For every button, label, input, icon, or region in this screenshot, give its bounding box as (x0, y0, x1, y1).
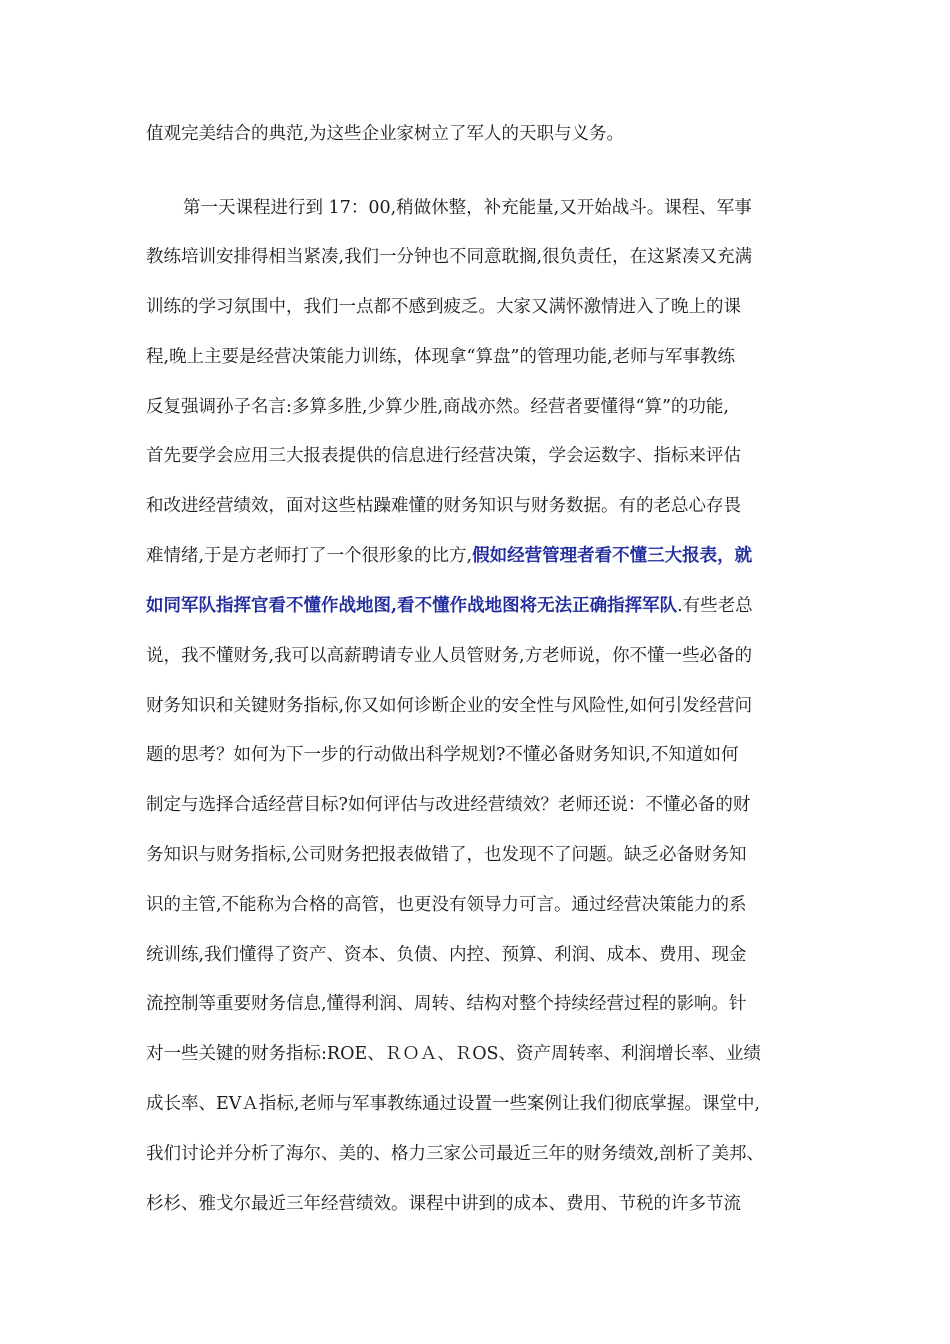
text-run: 我们讨论并分析了海尔、美的、格力三家公司最近三年的财务绩效,剖析了美邦、 (146, 1144, 765, 1164)
text-run: 难情绪,于是方老师打了一个很形象的比方, (146, 546, 473, 566)
text-line (146, 992, 806, 1016)
text-run: .有些老总 (677, 596, 753, 616)
text-run: 统训练,我们懂得了资产、资本、负债、内控、预算、利润、成本、费用、现金 (146, 945, 747, 965)
text-line (146, 793, 806, 817)
text-line (146, 444, 806, 468)
text-line (146, 943, 806, 967)
emphasized-text: 假如经营管理者看不懂三大报表，就 (472, 546, 753, 566)
text-run: 识的主管,不能称为合格的高管，也更没有领导力可言。通过经营决策能力的系 (146, 895, 747, 915)
text-line (146, 893, 806, 917)
text-line (146, 245, 806, 269)
text-line (146, 544, 806, 568)
text-run: 首先要学会应用三大报表提供的信息进行经营决策，学会运数字、指标来评估 (146, 446, 741, 466)
text-run: 对一些关键的财务指标:ROE、ＲＯＡ、ＲOS、资产周转率、利润增长率、业绩 (146, 1044, 762, 1064)
text-run: 和改进经营绩效，面对这些枯躁难懂的财务知识与财务数据。有的老总心存畏 (146, 496, 741, 516)
text-line (146, 494, 806, 518)
text-line (146, 1092, 806, 1116)
text-line (146, 295, 806, 319)
text-line (146, 395, 806, 419)
text-line (146, 694, 806, 718)
text-line (146, 122, 806, 146)
text-run: 务知识与财务指标,公司财务把报表做错了，也发现不了问题。缺乏必备财务知 (146, 845, 747, 865)
text-run: 制定与选择合适经营目标?如何评估与改进经营绩效？老师还说：不懂必备的财 (146, 795, 751, 815)
text-line (183, 196, 806, 220)
text-run: 第一天课程进行到 17：00,稍做休整，补充能量,又开始战斗。课程、军事 (183, 198, 752, 218)
text-line (146, 1042, 806, 1066)
text-run: 题的思考？如何为下一步的行动做出科学规划?不懂必备财务知识,不知道如何 (146, 745, 739, 765)
emphasized-text: 如同军队指挥官看不懂作战地图,看不懂作战地图将无法正确指挥军队 (146, 596, 678, 616)
text-line (146, 743, 806, 767)
text-run: 值观完美结合的典范,为这些企业家树立了军人的天职与义务。 (146, 124, 625, 144)
text-run: 训练的学习氛围中，我们一点都不感到疲乏。大家又满怀激情进入了晚上的课 (146, 297, 741, 317)
text-run: 反复强调孙子名言:多算多胜,少算少胜,商战亦然。经营者要懂得“算”的功能, (146, 397, 729, 417)
text-line (146, 345, 806, 369)
text-run: 成长率、EVＡ指标,老师与军事教练通过设置一些案例让我们彻底掌握。课堂中, (146, 1094, 761, 1114)
text-run: 程,晚上主要是经营决策能力训练，体现拿“算盘”的管理功能,老师与军事教练 (146, 347, 736, 367)
text-line (146, 594, 806, 618)
text-line (146, 843, 806, 867)
text-line (146, 1192, 806, 1216)
text-run: 流控制等重要财务信息,懂得利润、周转、结构对整个持续经营过程的影响。针 (146, 994, 747, 1014)
text-line (146, 644, 806, 668)
text-run: 说，我不懂财务,我可以高薪聘请专业人员管财务,方老师说，你不懂一些必备的 (146, 646, 753, 666)
text-run: 教练培训安排得相当紧凑,我们一分钟也不同意耽搁,很负责任，在这紧凑又充满 (146, 247, 753, 267)
text-run: 杉杉、雅戈尔最近三年经营绩效。课程中讲到的成本、费用、节税的许多节流 (146, 1194, 741, 1214)
text-line (146, 1142, 806, 1166)
text-run: 财务知识和关键财务指标,你又如何诊断企业的安全性与风险性,如何引发经营问 (146, 696, 753, 716)
